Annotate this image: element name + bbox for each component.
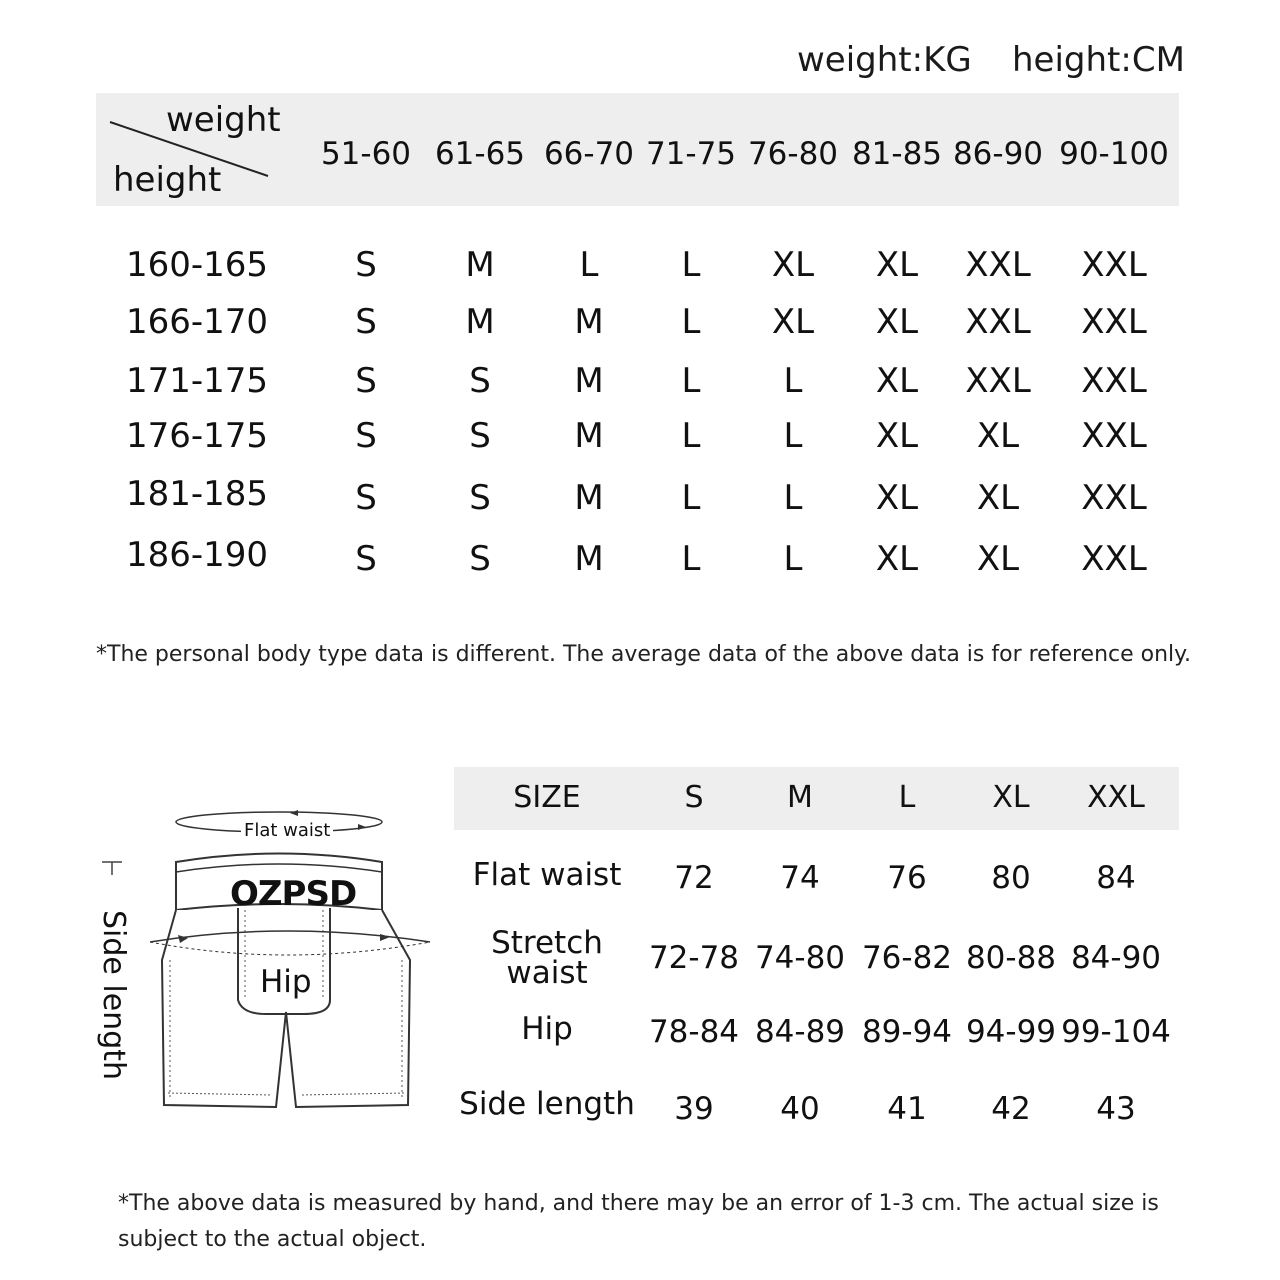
- size-cell: XXL: [965, 302, 1031, 342]
- measurement-row-label: waist: [506, 955, 588, 991]
- size-cell: XL: [976, 416, 1020, 456]
- shorts-outline: [162, 910, 410, 1107]
- size-cell: XL: [875, 361, 919, 401]
- size-cell: S: [355, 302, 377, 342]
- measurement-cell: 89-94: [861, 1014, 953, 1050]
- reference-note: *The personal body type data is different. The average data of the above data is for reference only.: [96, 642, 1192, 667]
- size-cell: XXL: [1081, 416, 1147, 456]
- measurement-cell: 84-89: [754, 1014, 846, 1050]
- corner-weight-label: weight: [166, 100, 281, 140]
- size-cell: L: [783, 478, 803, 518]
- size-column-header: XXL: [1087, 780, 1145, 815]
- weight-range-header: 76-80: [747, 136, 839, 172]
- size-cell: S: [469, 539, 491, 579]
- size-cell: L: [681, 539, 701, 579]
- size-cell: L: [783, 539, 803, 579]
- size-cell: L: [681, 245, 701, 285]
- measurement-cell: 80-88: [965, 940, 1057, 976]
- size-cell: XL: [771, 245, 815, 285]
- measurement-cell: 40: [780, 1091, 820, 1127]
- weight-range-header: 71-75: [645, 136, 737, 172]
- measurement-cell: 94-99: [965, 1014, 1057, 1050]
- measurement-cell: 80: [991, 860, 1031, 896]
- size-cell: L: [783, 416, 803, 456]
- weight-range-header: 90-100: [1059, 136, 1169, 172]
- size-cell: XL: [875, 416, 919, 456]
- size-column-header: SIZE: [513, 780, 581, 815]
- size-cell: M: [574, 361, 604, 401]
- size-cell: S: [469, 416, 491, 456]
- unit-weight-label: weight:KG: [797, 40, 972, 80]
- size-cell: XXL: [965, 245, 1031, 285]
- hip-diagram-label: Hip: [260, 964, 312, 1000]
- size-cell: M: [574, 416, 604, 456]
- height-range-label: 186-190: [126, 535, 269, 575]
- measurement-cell: 39: [674, 1091, 714, 1127]
- measurement-cell: 72-78: [648, 940, 740, 976]
- size-cell: M: [465, 302, 495, 342]
- size-cell: M: [574, 302, 604, 342]
- height-range-label: 160-165: [126, 245, 269, 285]
- size-cell: L: [579, 245, 599, 285]
- measurement-row-label: Hip: [521, 1011, 573, 1047]
- weight-range-header: 86-90: [952, 136, 1044, 172]
- measurement-row-label: Stretch: [491, 925, 603, 961]
- size-cell: XXL: [1081, 478, 1147, 518]
- size-cell: S: [355, 245, 377, 285]
- brand-logo-text: OZPSD: [230, 874, 357, 914]
- size-cell: L: [681, 302, 701, 342]
- size-cell: L: [681, 478, 701, 518]
- measurement-cell: 76: [887, 860, 927, 896]
- height-range-label: 171-175: [126, 361, 269, 401]
- weight-range-header: 61-65: [434, 136, 526, 172]
- size-cell: XXL: [1081, 539, 1147, 579]
- size-cell: XL: [976, 478, 1020, 518]
- corner-height-label: height: [113, 160, 222, 200]
- size-cell: S: [355, 539, 377, 579]
- height-range-label: 176-175: [126, 416, 269, 456]
- size-cell: XL: [875, 539, 919, 579]
- size-cell: XL: [976, 539, 1020, 579]
- measurement-note: *The above data is measured by hand, and there may be an error of 1-3 cm. The actual size is subject to the actual object.: [118, 1191, 1159, 1252]
- measurement-cell: 99-104: [1061, 1014, 1171, 1050]
- size-cell: S: [355, 416, 377, 456]
- size-column-header: L: [898, 780, 916, 815]
- size-cell: XXL: [1081, 361, 1147, 401]
- size-cell: XXL: [965, 361, 1031, 401]
- size-cell: S: [355, 361, 377, 401]
- unit-height-label: height:CM: [1012, 40, 1185, 80]
- size-column-header: M: [787, 780, 813, 815]
- measurement-row-label: Side length: [459, 1086, 635, 1122]
- size-cell: L: [681, 361, 701, 401]
- size-column-header: XL: [992, 780, 1030, 815]
- measurement-cell: 84: [1096, 860, 1136, 896]
- size-column-header: S: [684, 780, 704, 815]
- size-cell: L: [783, 361, 803, 401]
- weight-range-header: 66-70: [543, 136, 635, 172]
- measurement-cell: 74-80: [754, 940, 846, 976]
- size-cell: XL: [875, 478, 919, 518]
- weight-range-header: 51-60: [320, 136, 412, 172]
- measurement-cell: 78-84: [648, 1014, 740, 1050]
- side-length-diagram-label: Side length: [93, 875, 133, 1115]
- size-cell: M: [574, 478, 604, 518]
- size-cell: XL: [875, 302, 919, 342]
- size-cell: L: [681, 416, 701, 456]
- size-cell: M: [465, 245, 495, 285]
- measurement-cell: 72: [674, 860, 714, 896]
- measurement-cell: 41: [887, 1091, 927, 1127]
- size-cell: M: [574, 539, 604, 579]
- size-cell: XXL: [1081, 245, 1147, 285]
- measurement-cell: 42: [991, 1091, 1031, 1127]
- size-cell: S: [469, 478, 491, 518]
- weight-range-header: 81-85: [851, 136, 943, 172]
- measurement-row-label: Flat waist: [472, 857, 622, 893]
- size-cell: XXL: [1081, 302, 1147, 342]
- size-cell: XL: [771, 302, 815, 342]
- size-cell: S: [469, 361, 491, 401]
- measurement-cell: 76-82: [861, 940, 953, 976]
- measurement-cell: 43: [1096, 1091, 1136, 1127]
- measurement-cell: 84-90: [1070, 940, 1162, 976]
- size-cell: S: [355, 478, 377, 518]
- size-cell: XL: [875, 245, 919, 285]
- height-range-label: 166-170: [126, 302, 269, 342]
- flat-waist-diagram-label: Flat waist: [241, 820, 333, 841]
- measurement-cell: 74: [780, 860, 820, 896]
- height-range-label: 181-185: [126, 474, 269, 514]
